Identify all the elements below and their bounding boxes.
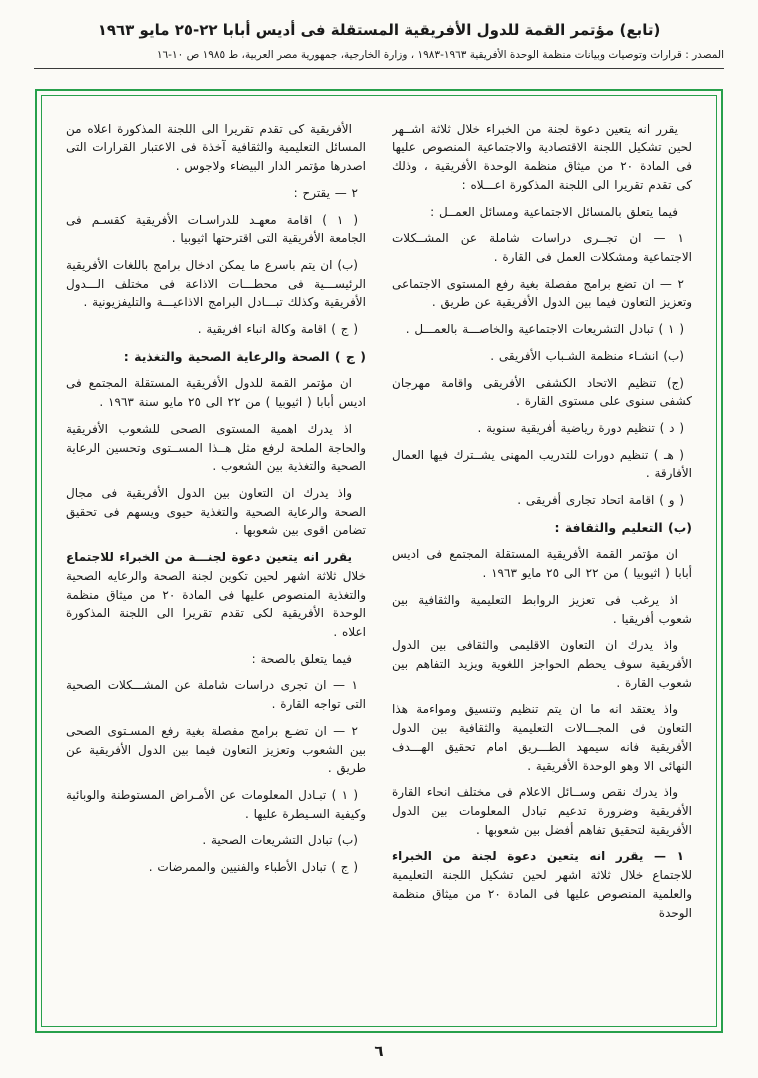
green-frame-inner <box>41 95 717 1027</box>
paragraph: ان مؤتمر القمة للدول الأفريقية المستقلة المجتمع فى اديس أبابا ( اثيوبيا ) من ٢٢ الى ٢٥ مايو سنة ١٩٦٣ . <box>66 376 366 410</box>
paragraph: يقرر انه يتعين دعوة لجنـــة من الخبراء للاجتماع خلال ثلاثة اشهر لحين تكوين لجنة الصحة والرعايه الصحية والتغذية المنصوص عليها فى المادة ٢٠ من ميثاق منظمة الوحدة الأفريقية لكى تقدم تقريرا الى اللجنة المذكورة اعلاه . <box>66 550 366 639</box>
column-right <box>392 120 692 1010</box>
paragraph: ( ١ ) تبـادل المعلومات عن الأمـراض المستوطنة والوبائية وكيفية السـيطرة عليها . <box>66 788 366 821</box>
paragraph: ١ — ان تجرى دراسات شاملة عن المشـــكلات الصحية التى تواجه القارة . <box>66 678 366 712</box>
paragraph: فيما يتعلق بالصحة : <box>251 651 352 666</box>
paragraph: اذ يدرك اهمية المستوى الصحى للشعوب الأفريقية والحاجة الملحة لرفع مثل هــذا المســتوى وتحسين الرعاية الصحية والتغذية بين الشعوب . <box>66 421 366 474</box>
paragraph: ( ج ) تبادل الأطباء والفنيين والممرضات . <box>148 860 358 875</box>
paragraph: واذ يدرك ان التعاون بين الدول الأفريقية فى مجال الصحة والرعاية الصحية والتغذية حيوى ويسهم فى تحقيق تضامن اقوى بين شعوبها . <box>66 485 366 538</box>
document-source-line: المصدر : قرارات وتوصيات وبيانات منظمة الوحدة الأفريقية ١٩٦٣-١٩٨٣ ، وزارة الخارجية، جمهورية مصر العربية، ط ١٩٨٥ ص ١٠-١٦ <box>156 49 724 61</box>
paragraph: (ب) انشـاء منظمة الشـباب الأفريقى . <box>490 348 684 363</box>
paragraph: (ب) ان يتم باسرع ما يمكن ادخال برامج باللغات الأفريقية الرئيســـية فى محطـــات الاذاعة فى مختلف الـــدول الأفريقية وكذلك تبـــادل البرامج الاذاعيـــة والتليفزيونية . <box>66 258 366 310</box>
paragraph: واذ يدرك ان التعاون الاقليمى والثقافى بين الدول الأفريقية سوف يحطم الحواجز اللغوية ويزيد التفاهم بين شعوب القارة . <box>392 638 692 690</box>
green-frame-outer <box>35 89 723 1033</box>
two-column-body <box>66 120 692 1010</box>
column-left <box>66 120 366 1010</box>
page-number: ٦ <box>374 1041 384 1060</box>
document-title: (تابع) مؤتمر القمة للدول الأفريقية المستقلة فى أديس أبابا ٢٢-٢٥ مايو ١٩٦٣ <box>97 21 661 39</box>
paragraph: ١ — ان تجــرى دراسات شاملة عن المشــكلات الاجتماعية ومشكلات العمل فى القارة . <box>392 231 692 264</box>
paragraph: واذ يدرك نقص وســائل الاعلام فى مختلف انحاء القارة الأفريقية وضرورة تدعيم تبادل المعلومات بين الدول الأفريقية لتحقيق تفاهم أفضل بين شعوبها . <box>392 785 692 837</box>
paragraph: ( هـ ) تنظيم دورات للتدريب المهنى يشــترك فيها العمال الأفارقة . <box>392 447 692 481</box>
paragraph: يقرر انه يتعين دعوة لجنة من الخبراء خلال ثلاثة اشــهر لحين تشكيل اللجنة الاقتصادية والاجتماعية المنصوص عليها فى المادة ٢٠ من ميثاق منظمة الوحدة الأفريقية ، وذلك كى تقدم تقريرا الى اللجنة المذكورة اعـــلاه : <box>392 121 692 192</box>
paragraph: ( و ) اقامة اتحاد تجارى أفريقى . <box>517 493 684 508</box>
paragraph: ان مؤتمر القمة الأفريقية المستقلة المجتمع فى اديس أبابا ( اثيوبيا ) من ٢٢ الى ٢٥ مايو ١٩٦٣ . <box>392 547 692 581</box>
paragraph: ( ج ) اقامة وكالة انباء افريقية . <box>197 322 358 337</box>
header-divider <box>34 68 724 69</box>
paragraph: (ب) تبادل التشريعات الصحية . <box>202 833 358 848</box>
paragraph: ( ١ ) تبادل التشريعات الاجتماعية والخاصـــة بالعمـــل . <box>405 322 684 337</box>
paragraph: اذ يرغب فى تعزيز الروابط التعليمية والثقافية بين شعوب أفريقيا . <box>392 592 692 626</box>
paragraph: (ج) تنظيم الاتحاد الكشفى الأفريقى واقامة مهرجان كشفى سنوى على مستوى القارة . <box>392 375 692 409</box>
paragraph: ( ١ ) اقامة معهـد للدراسـات الأفريقية كقسـم فى الجامعة الأفريقية التى اقترحتها اثيوبيا . <box>66 212 366 246</box>
paragraph: واذ يعتقد انه ما ان يتم تنظيم وتنسيق ومواءمة هذا التعاون فى المجـــالات التعليمية والثقافية بين الدول الأفريقية فانه سيمهد الطـــريق امام تحقيق الهـــدف النهائى الا وهو الوحدة الأفريقية . <box>392 702 692 773</box>
section-heading: ( ج ) الصحة والرعاية الصحية والتغذية : <box>123 348 366 364</box>
paragraph: ٢ — يقترح : <box>293 185 358 200</box>
paragraph: الأفريقية كى تقدم تقريرا الى اللجنة المذكورة اعلاه من المسائل التعليمية والثقافية آخذة فى الاعتبار القرارات التى اصدرها مؤتمر الدار البيضاء ولاجوس . <box>66 121 366 174</box>
paragraph: ٢ — ان تضع برامج مفصلة بغية رفع المستوى الاجتماعى وتعزيز التعاون فيما بين الدول الأفريقية عن طريق . <box>392 276 692 310</box>
paragraph: فيما يتعلق بالمسائل الاجتماعية ومسائل العمــل : <box>430 204 678 219</box>
paragraph: ( د ) تنظيم دورة رياضية أفريقية سنوية . <box>477 421 684 436</box>
paragraph: ١ — يقرر انه يتعين دعوة لجنة من الخبراء للاجتماع خلال ثلاثة اشهر لحين تشكيل اللجنة التعليمية والعلمية المنصوص عليها فى المادة ٢٠ من ميثاق منظمة الوحدة <box>392 849 692 920</box>
section-heading: (ب) التعليم والثقافة : <box>554 519 692 535</box>
paragraph: ٢ — ان تضـع برامج مفصلة بغية رفع المسـتوى الصحى بين الشعوب وتعزيز التعاون فيما بين الدول الأفريقية عن طريق . <box>66 723 366 776</box>
